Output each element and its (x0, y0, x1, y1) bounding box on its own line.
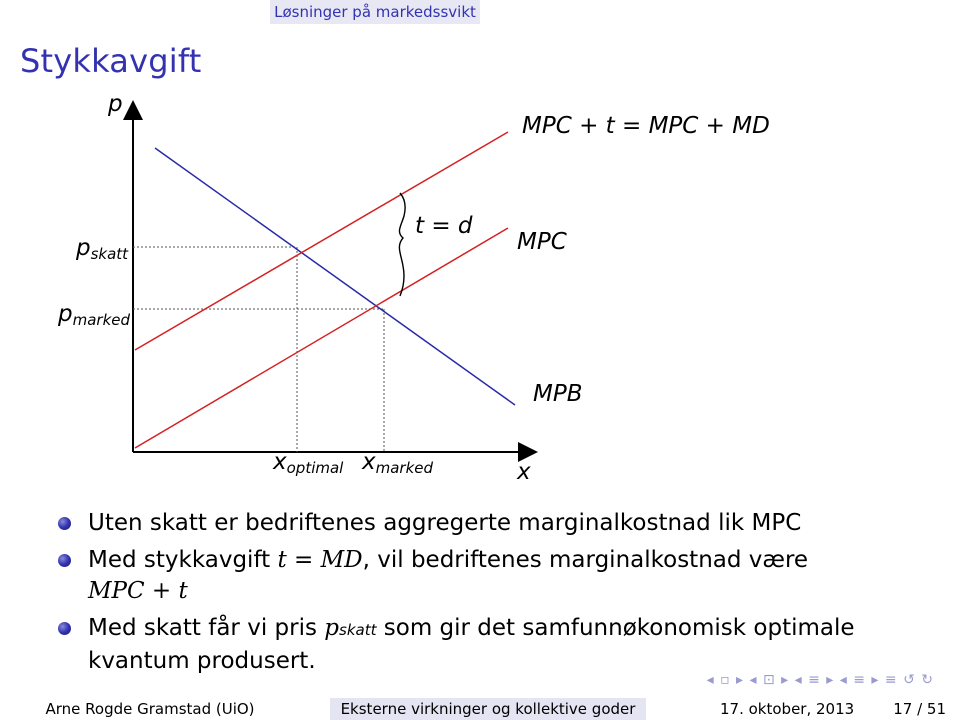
bullet-icon (58, 554, 71, 567)
footer-meta (646, 698, 960, 720)
bullet-text: Med stykkavgift (88, 547, 278, 573)
mpb-line (155, 148, 515, 405)
bullet-math: t = MD (277, 547, 363, 573)
bullet-icon (58, 622, 71, 635)
p-marked-label: pmarked (58, 301, 131, 329)
mpc-t-label: MPC + t = MPC + MD (522, 113, 770, 139)
bullet-math-sub: skatt (339, 621, 377, 639)
footer-author: Arne Rogde Gramstad (UiO) (0, 698, 300, 720)
x-marked-label: xmarked (362, 449, 434, 477)
bullet-text: som gir det samfunnøkonomisk optimale kvantum produsert. (88, 615, 855, 674)
bullet-icon (58, 517, 71, 530)
y-axis-label: p (108, 91, 123, 117)
footer-talk-title: Eksterne virkninger og kollektive goder (330, 698, 646, 720)
t-d-label: t = d (415, 213, 473, 239)
p-skatt-label: pskatt (76, 235, 129, 263)
bullet-math: p (324, 615, 339, 641)
bullet-item (58, 508, 938, 539)
mpc-label: MPC (517, 229, 567, 255)
footer-date: 17. oktober, 2013 (720, 700, 855, 718)
bullet-item (58, 545, 938, 607)
mpc-t-line (135, 132, 508, 350)
bullet-list (58, 508, 938, 683)
mpc-line (135, 228, 508, 448)
brace-t-d (399, 193, 405, 296)
footer (0, 698, 960, 720)
mpb-label: MPB (533, 381, 583, 407)
bullet-text: Uten skatt er bedriftenes aggregerte marginalkostnad lik MPC (88, 510, 802, 536)
frame-title: Stykkavgift (20, 42, 202, 80)
header-section[interactable]: Løsninger på markedssvikt (270, 0, 480, 24)
bullet-text: Med skatt får vi pris (88, 615, 325, 641)
navigation-bar[interactable]: ◂ ▫ ▸ ◂ ⊡ ▸ ◂ ≡ ▸ ◂ ≡ ▸ ≡ ↺ ↻ (706, 672, 934, 688)
x-axis-label: x (517, 459, 531, 485)
bullet-math: MPC + t (88, 578, 188, 604)
bullet-item (58, 613, 938, 677)
footer-page: 17 / 51 (893, 700, 946, 718)
bullet-text: , vil bedriftenes marginalkostnad være (362, 547, 809, 573)
x-optimal-label: xoptimal (273, 449, 344, 477)
